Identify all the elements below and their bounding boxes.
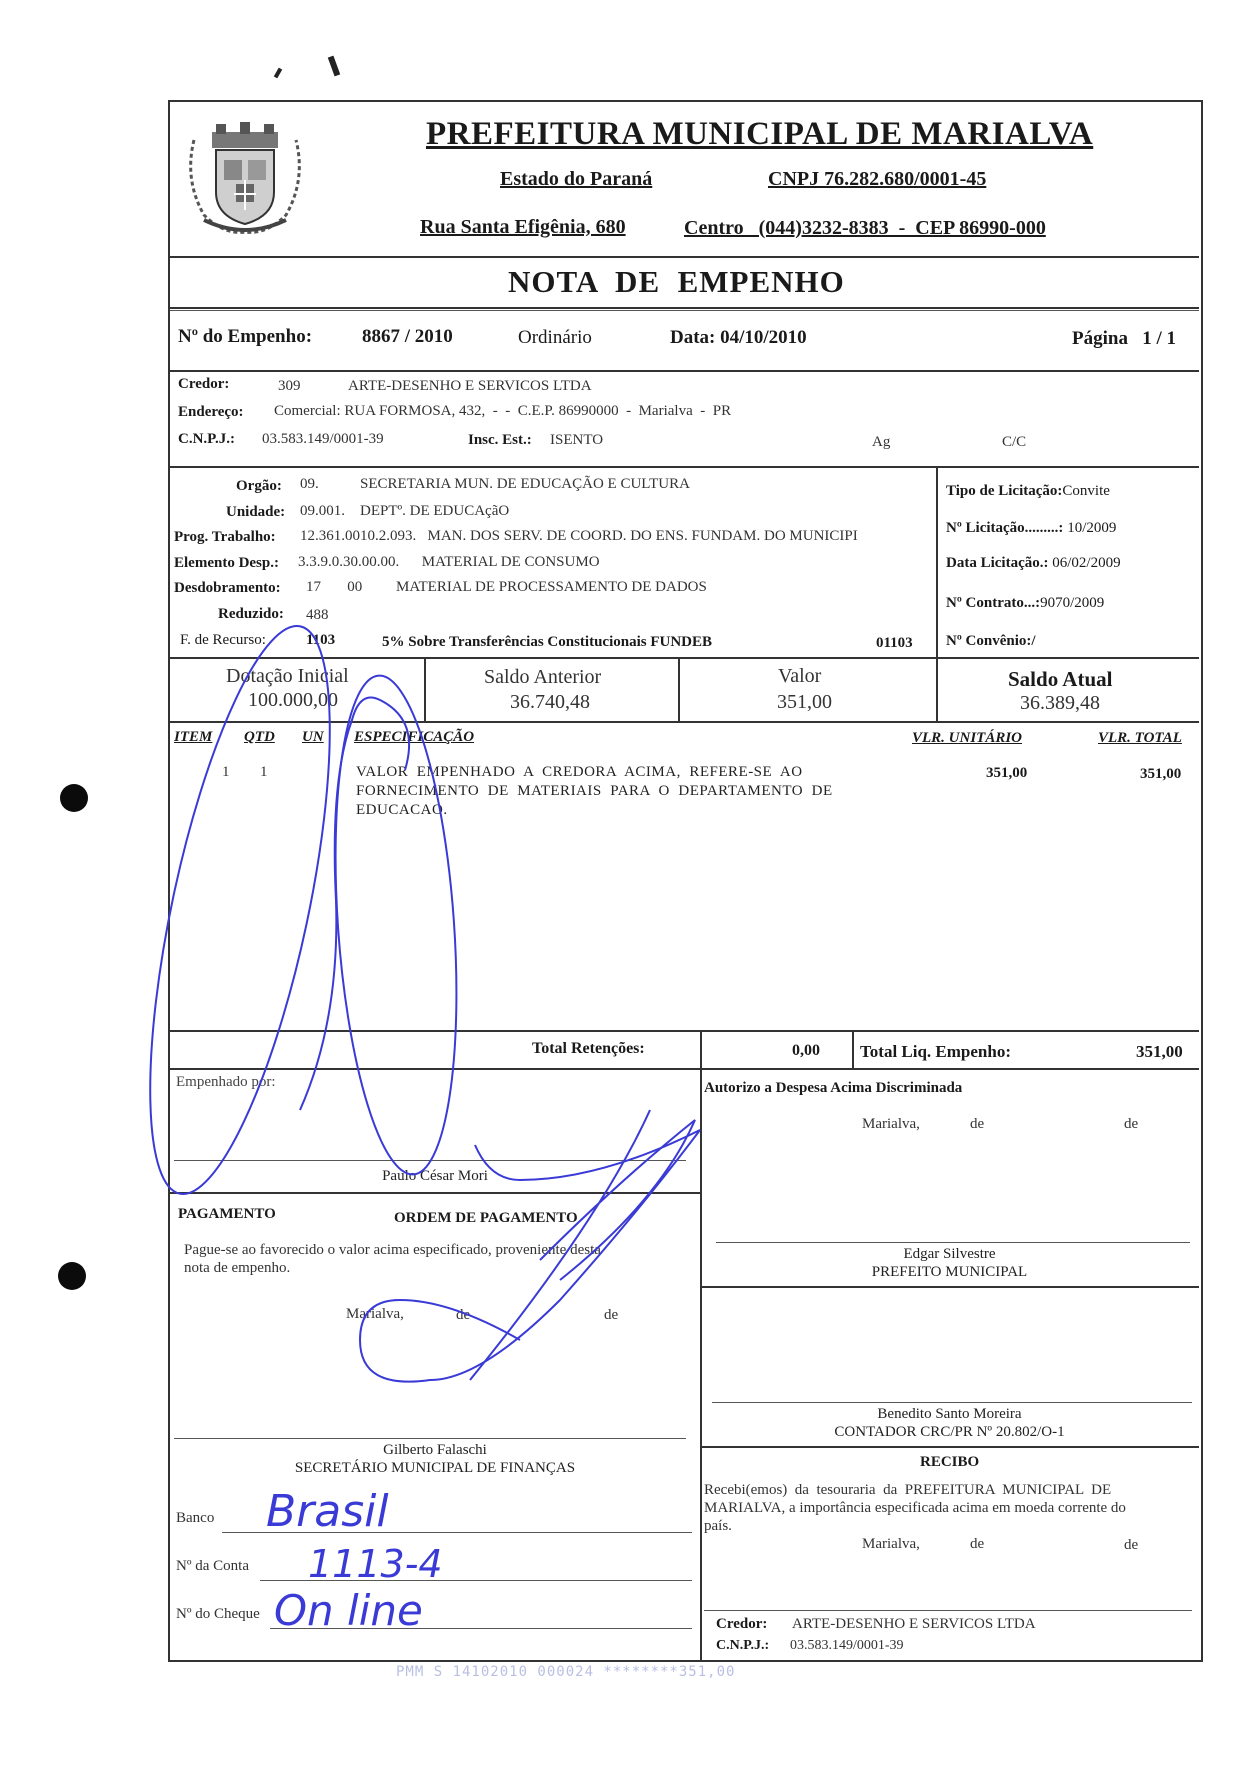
pagamento-signer-role: SECRETÁRIO MUNICIPAL DE FINANÇAS xyxy=(294,1460,576,1476)
column-header-item: ITEM xyxy=(174,729,213,745)
column-header-vlr-total: VLR. TOTAL xyxy=(1098,730,1182,746)
dotacao-value: 100.000,00 xyxy=(248,689,338,711)
empenhado-por-label: Empenhado por: xyxy=(176,1074,276,1090)
cnpj-label: C.N.P.J.: xyxy=(178,431,235,447)
reduzido-value: 488 xyxy=(306,607,329,623)
pagamento-signer: Gilberto Falaschi xyxy=(383,1442,487,1458)
recibo-place: Marialva, xyxy=(862,1536,920,1552)
contador-signer-role: CONTADOR CRC/PR Nº 20.802/O-1 xyxy=(834,1424,1065,1440)
recibo-text: MARIALVA, a importância especificada acima em moeda corrente do xyxy=(704,1500,1126,1516)
insc-label: Insc. Est.: xyxy=(468,432,532,448)
orgao-value: 09. SECRETARIA MUN. DE EDUCAÇÃO E CULTURA xyxy=(300,476,690,492)
empenho-date: Data: 04/10/2010 xyxy=(670,327,807,348)
recibo-credor-label: Credor: xyxy=(716,1616,768,1632)
page-number: Página 1 / 1 xyxy=(1072,328,1176,349)
column-header-especificacao: ESPECIFICAÇÃO xyxy=(354,729,475,745)
recibo-text: Recebi(emos) da tesouraria da PREFEITURA MUNICIPAL DE xyxy=(704,1482,1112,1498)
punch-hole-bottom xyxy=(58,1262,86,1290)
saldo-anterior-value: 36.740,48 xyxy=(510,691,590,713)
cheque-handwritten: On line xyxy=(274,1586,423,1635)
conta-handwritten: 1113-4 xyxy=(308,1542,443,1586)
retencoes-value: 0,00 xyxy=(792,1042,820,1059)
saldo-anterior-label: Saldo Anterior xyxy=(484,666,602,688)
endereco-label: Endereço: xyxy=(178,404,244,420)
state-name: Estado do Paraná xyxy=(500,168,653,190)
credor-label: Credor: xyxy=(178,376,230,392)
valor-value: 351,00 xyxy=(777,691,832,713)
item-number: 1 xyxy=(222,764,230,780)
autorizo-de-2: de xyxy=(1124,1116,1139,1132)
nota-de-empenho-form xyxy=(168,100,1203,1662)
credor-insc: ISENTO xyxy=(550,432,604,448)
desdobramento-value: 17 00 MATERIAL DE PROCESSAMENTO DE DADOS xyxy=(306,579,707,595)
autorizo-signer-role: PREFEITO MUNICIPAL xyxy=(871,1264,1028,1280)
municipality-cnpj: CNPJ 76.282.680/0001-45 xyxy=(768,168,987,190)
elemento-value: 3.3.9.0.30.00.00. MATERIAL DE CONSUMO xyxy=(298,554,600,570)
elemento-label: Elemento Desp.: xyxy=(174,555,279,571)
item-total-value: 351,00 xyxy=(1140,766,1182,782)
num-licitacao-label: Nº Licitação.........: 10/2009 xyxy=(946,520,1117,536)
scan-mark xyxy=(274,68,282,79)
pagamento-text: Pague-se ao favorecido o valor acima especificado, proveniente desta xyxy=(184,1242,601,1258)
unidade-label: Unidade: xyxy=(226,504,286,520)
item-qtd: 1 xyxy=(260,764,268,780)
desdobramento-label: Desdobramento: xyxy=(174,580,281,596)
recibo-de-1: de xyxy=(970,1536,985,1552)
saldo-atual-label: Saldo Atual xyxy=(1008,667,1113,691)
recurso-description: 5% Sobre Transferências Constitucionais FUNDEB xyxy=(382,634,713,650)
dotacao-label: Dotação Inicial xyxy=(226,665,349,687)
liquido-label: Total Liq. Empenho: xyxy=(860,1042,1011,1061)
convenio-label: Nº Convênio:/ xyxy=(946,633,1036,649)
pagamento-text: nota de empenho. xyxy=(184,1260,291,1276)
empenhado-signer: Paulo César Mori xyxy=(382,1168,488,1184)
autorizo-place: Marialva, xyxy=(862,1116,920,1132)
punch-hole-top xyxy=(60,784,88,812)
unidade-value: 09.001. DEPTº. DE EDUCAçãO xyxy=(300,503,510,519)
recibo-text: país. xyxy=(704,1518,732,1534)
street-address: Rua Santa Efigênia, 680 xyxy=(420,216,626,238)
contrato-label: Nº Contrato...:9070/2009 xyxy=(946,595,1105,611)
document-title: NOTA DE EMPENHO xyxy=(508,264,845,299)
item-spec-line: EDUCACAO. xyxy=(356,802,448,818)
recibo-title: RECIBO xyxy=(920,1454,980,1470)
empenho-type: Ordinário xyxy=(518,327,592,348)
prog-trabalho-value: 12.361.0010.2.093. MAN. DOS SERV. DE COORD. DO ENS. FUNDAM. DO MUNICIPI xyxy=(300,528,858,544)
empenho-number-label: Nº do Empenho: xyxy=(178,326,313,347)
recibo-cnpj-label: C.N.P.J.: xyxy=(716,1638,770,1653)
pagamento-label: PAGAMENTO xyxy=(178,1206,276,1222)
retencoes-label: Total Retenções: xyxy=(532,1040,645,1057)
tipo-licitacao-label: Tipo de Licitação:Convite xyxy=(946,483,1110,499)
contador-signer: Benedito Santo Moreira xyxy=(877,1406,1022,1422)
recurso-value: 1103 xyxy=(306,632,336,648)
column-header-qtd: QTD xyxy=(244,729,275,745)
credor-cnpj: 03.583.149/0001-39 xyxy=(262,431,384,447)
recurso-label: F. de Recurso: xyxy=(180,632,266,648)
autorizo-signer: Edgar Silvestre xyxy=(903,1246,996,1262)
item-spec-line: FORNECIMENTO DE MATERIAIS PARA O DEPARTAMENTO DE xyxy=(356,783,833,799)
num-licitacao-value: 10/2009 xyxy=(1067,520,1117,536)
cheque-label: Nº do Cheque xyxy=(176,1606,260,1622)
conta-label: Nº da Conta xyxy=(176,1558,249,1574)
address-contact: Centro (044)3232-8383 - CEP 86990-000 xyxy=(684,217,1046,239)
item-spec-line: VALOR EMPENHADO A CREDORA ACIMA, REFERE-SE AO xyxy=(356,764,803,780)
authentication-stamp: PMM S 14102010 000024 ********351,00 xyxy=(396,1664,736,1680)
recibo-cnpj: 03.583.149/0001-39 xyxy=(790,1638,904,1653)
pagamento-place: Marialva, xyxy=(346,1306,404,1322)
valor-label: Valor xyxy=(778,665,822,687)
recibo-de-2: de xyxy=(1124,1537,1139,1553)
credor-name: ARTE-DESENHO E SERVICOS LTDA xyxy=(348,378,592,394)
prog-trabalho-label: Prog. Trabalho: xyxy=(174,529,276,545)
liquido-value: 351,00 xyxy=(1136,1042,1183,1061)
ag-label: Ag xyxy=(872,434,891,450)
tipo-licitacao-value: Convite xyxy=(1062,483,1110,499)
empenho-number: 8867 / 2010 xyxy=(362,326,453,347)
recibo-credor: ARTE-DESENHO E SERVICOS LTDA xyxy=(792,1616,1036,1632)
data-licitacao-label: Data Licitação.: 06/02/2009 xyxy=(946,555,1121,571)
pagamento-de-2: de xyxy=(604,1307,619,1323)
page-title: PREFEITURA MUNICIPAL DE MARIALVA xyxy=(426,116,1094,152)
banco-handwritten: Brasil xyxy=(266,1486,389,1537)
scan-mark xyxy=(328,56,340,77)
data-licitacao-value: 06/02/2009 xyxy=(1052,555,1121,571)
pagamento-de-1: de xyxy=(456,1307,471,1323)
orgao-label: Orgão: xyxy=(236,478,282,494)
contrato-value: 9070/2009 xyxy=(1040,595,1105,611)
banco-label: Banco xyxy=(176,1510,215,1526)
autorizo-text: Autorizo a Despesa Acima Discriminada xyxy=(704,1080,963,1096)
cc-label: C/C xyxy=(1002,434,1027,450)
column-header-vlr-unitario: VLR. UNITÁRIO xyxy=(912,730,1023,746)
ordem-pagamento-title: ORDEM DE PAGAMENTO xyxy=(394,1210,578,1226)
item-unit-value: 351,00 xyxy=(986,765,1028,781)
credor-address: Comercial: RUA FORMOSA, 432, - - C.E.P. 86990000 - Marialva - PR xyxy=(274,403,732,419)
recurso-code: 01103 xyxy=(876,635,913,651)
saldo-atual-value: 36.389,48 xyxy=(1020,692,1100,714)
autorizo-de-1: de xyxy=(970,1116,985,1132)
reduzido-label: Reduzido: xyxy=(218,606,284,622)
column-header-un: UN xyxy=(302,729,324,745)
credor-code: 309 xyxy=(278,378,301,394)
